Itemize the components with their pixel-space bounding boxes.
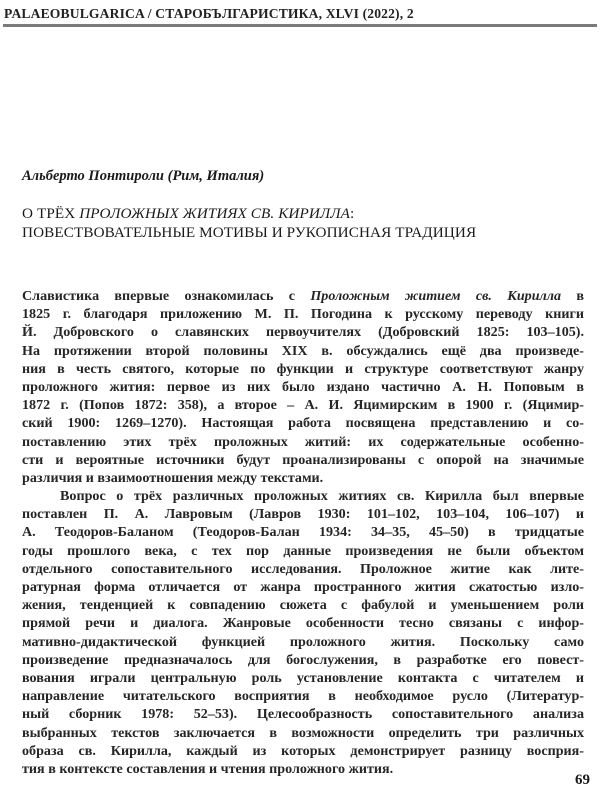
paragraph-line: проложного жития: первое из них было издано частично А. Н. Поповым в: [22, 378, 584, 395]
paragraph-line: жения, тенденцией к совпадению сюжета с фабулой и уменьшением роли: [22, 597, 584, 614]
paragraph-line: произведение предназначалось для богослужения, в разработке его повест-: [22, 651, 584, 668]
paragraph-line: сти и вероятные источники будут проанализированы с опорой на значимые: [22, 451, 584, 468]
paragraph-line: А. Теодоров-Баланом (Теодоров-Балан 1934: 34–35, 45–50) в тридцатые: [22, 524, 584, 541]
paragraph-line: мативно-дидактической функцией проложного жития. Поскольку само: [22, 633, 584, 650]
paragraph-line: ратурная форма отличается от жанра пространного жития сжатостью изло-: [22, 579, 584, 595]
article-body: [22, 287, 584, 778]
title-line-1: [22, 204, 476, 223]
paragraph-line: отдельного сопоставительного исследования. Проложное житие как лите-: [22, 560, 584, 577]
article-author: Альберто Понтироли (Рим, Италия): [22, 168, 265, 184]
paragraph-line: направление читательского восприятия в необходимое русло (Литератур-: [22, 688, 584, 705]
paragraph-line: На протяжении второй половины XIX в. обсуждались ещё два произведе-: [22, 342, 584, 359]
paragraph-line: годы прошлого века, с тех пор данные произведения не были объектом: [22, 542, 584, 559]
page-number: 69: [575, 772, 590, 788]
article-title: [22, 204, 476, 242]
paragraph-line: выбранных текстов заключается в возможности определить три различных: [22, 724, 584, 741]
paragraph-line: 1872 г. (Попов 1872: 358), а второе – А. И. Яцимирским в 1900 г. (Яцимир-: [22, 397, 584, 414]
running-head: PALAEOBULGARICA / СТАРОБЪЛГАРИСТИКА, XLVI (2022), 2: [4, 6, 414, 21]
paragraph-line: Й. Добровского о славянских первоучителях (Добровский 1825: 103–105).: [22, 324, 584, 341]
paragraph-line: поставлен П. А. Лавровым (Лавров 1930: 101–102, 103–104, 106–107) и: [22, 506, 584, 523]
paragraph-line: различия и взаимоотношения между текстами.: [22, 469, 324, 486]
paragraph-line: ный сборник 1978: 52–53). Целесообразность сопоставительного анализа: [22, 706, 584, 723]
paragraph-2: [22, 487, 584, 778]
paragraph-1: [22, 287, 584, 487]
paragraph-line: 1825 г. благодаря приложению М. П. Погодина к русскому переводу книги: [22, 306, 584, 323]
title-suffix: :: [350, 205, 355, 222]
paragraph-line: вования играли центральную роль установление контакта с читателем и: [22, 669, 584, 686]
paragraph-line: тия в контексте составления и чтения проложного жития.: [22, 760, 394, 777]
paragraph-line: ский 1900: 1269–1270). Настоящая работа посвящена представлению и со-: [22, 415, 584, 432]
paragraph-line: Славистика впервые ознакомилась с Проложным житием св. Кирилла в: [22, 288, 584, 304]
header-rule: [3, 24, 597, 27]
title-italic: ПРОЛОЖНЫХ ЖИТИЯХ СВ. КИРИЛЛА: [79, 205, 351, 222]
paragraph-line: Вопрос о трёх различных проложных житиях св. Кирилла был впервые: [60, 488, 584, 505]
title-line-2: ПОВЕСТВОВАТЕЛЬНЫЕ МОТИВЫ И РУКОПИСНАЯ ТРАДИЦИЯ: [22, 224, 477, 241]
paragraph-line: поставлению этих трёх проложных житий: их содержательные особенно-: [22, 433, 584, 450]
paragraph-line: прямой речи и диалога. Жанровые особенности тесно связаны с инфор-: [22, 615, 584, 632]
paragraph-line: ния в честь святого, которые по функции и структуре соответствуют жанру: [22, 360, 584, 377]
paragraph-line: образа св. Кирилла, каждый из которых демонстрирует разницу восприя-: [22, 742, 584, 759]
title-prefix: О ТРЁХ: [22, 205, 80, 222]
